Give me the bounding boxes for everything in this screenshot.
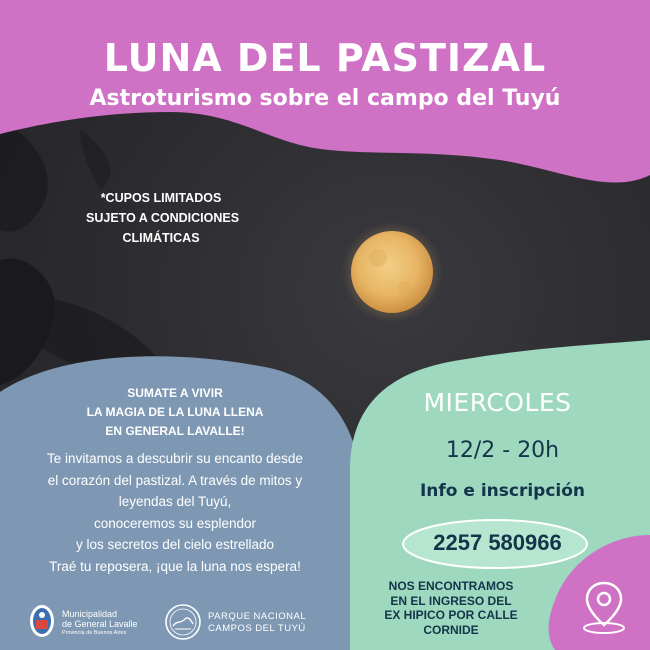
meeting-line: NOS ENCONTRAMOS: [388, 579, 514, 593]
municipality-province: Provincia de Buenos Aires: [62, 630, 127, 636]
limited-spots-notice: [86, 188, 240, 248]
meeting-line: EX HIPICO POR CALLE: [384, 608, 518, 622]
body-line: y los secretos del cielo estrellado: [75, 537, 275, 552]
body-line: conoceremos su esplendor: [93, 515, 257, 531]
event-date-time: 12/2 - 20h: [445, 438, 560, 463]
park-name-line: PARQUE NACIONAL: [208, 611, 307, 622]
national-park-emblem-icon: [163, 602, 203, 642]
body-line: leyendas del Tuyú,: [118, 494, 232, 509]
lead-line: SUMATE A VIVIR: [127, 386, 223, 400]
invitation-lead: [10, 384, 340, 441]
event-subtitle: Astroturismo sobre el campo del Tuyú: [89, 86, 561, 111]
municipality-name-line: Municipalidad: [62, 609, 118, 619]
phone-number[interactable]: 2257 580966: [433, 530, 562, 555]
body-line: Traé tu reposera, ¡que la luna nos espera!: [49, 558, 301, 574]
body-line: el corazón del pastizal. A través de mitos y: [47, 472, 303, 488]
notice-line: SUJETO A CONDICIONES: [86, 211, 240, 225]
info-label: Info e inscripción: [419, 481, 586, 501]
meeting-point: [366, 579, 536, 637]
notice-line: *CUPOS LIMITADOS: [100, 191, 222, 205]
lead-line: EN GENERAL LAVALLE!: [105, 424, 245, 438]
meeting-line: CORNIDE: [423, 622, 479, 637]
location-pin-icon: [578, 575, 630, 637]
meeting-line: EN EL INGRESO DEL: [390, 593, 512, 608]
municipality-crest-icon: [28, 602, 56, 640]
municipality-logo: [28, 600, 168, 640]
lead-line: LA MAGIA DE LA LUNA LLENA: [86, 405, 264, 419]
municipality-name: [62, 609, 138, 629]
body-line: Te invitamos a descubrir su encanto desde: [47, 451, 303, 466]
notice-line: CLIMÁTICAS: [122, 231, 200, 245]
full-moon: [351, 231, 433, 313]
event-day: MIERCOLES: [423, 388, 572, 417]
event-description: [10, 384, 340, 577]
park-name-line: CAMPOS DEL TUYÚ: [208, 623, 306, 634]
event-title: LUNA DEL PASTIZAL: [103, 36, 547, 80]
municipality-name-line: de General Lavalle: [62, 619, 138, 629]
national-park-logo: [163, 600, 333, 640]
park-name: [208, 611, 306, 635]
invitation-body: [10, 448, 340, 577]
